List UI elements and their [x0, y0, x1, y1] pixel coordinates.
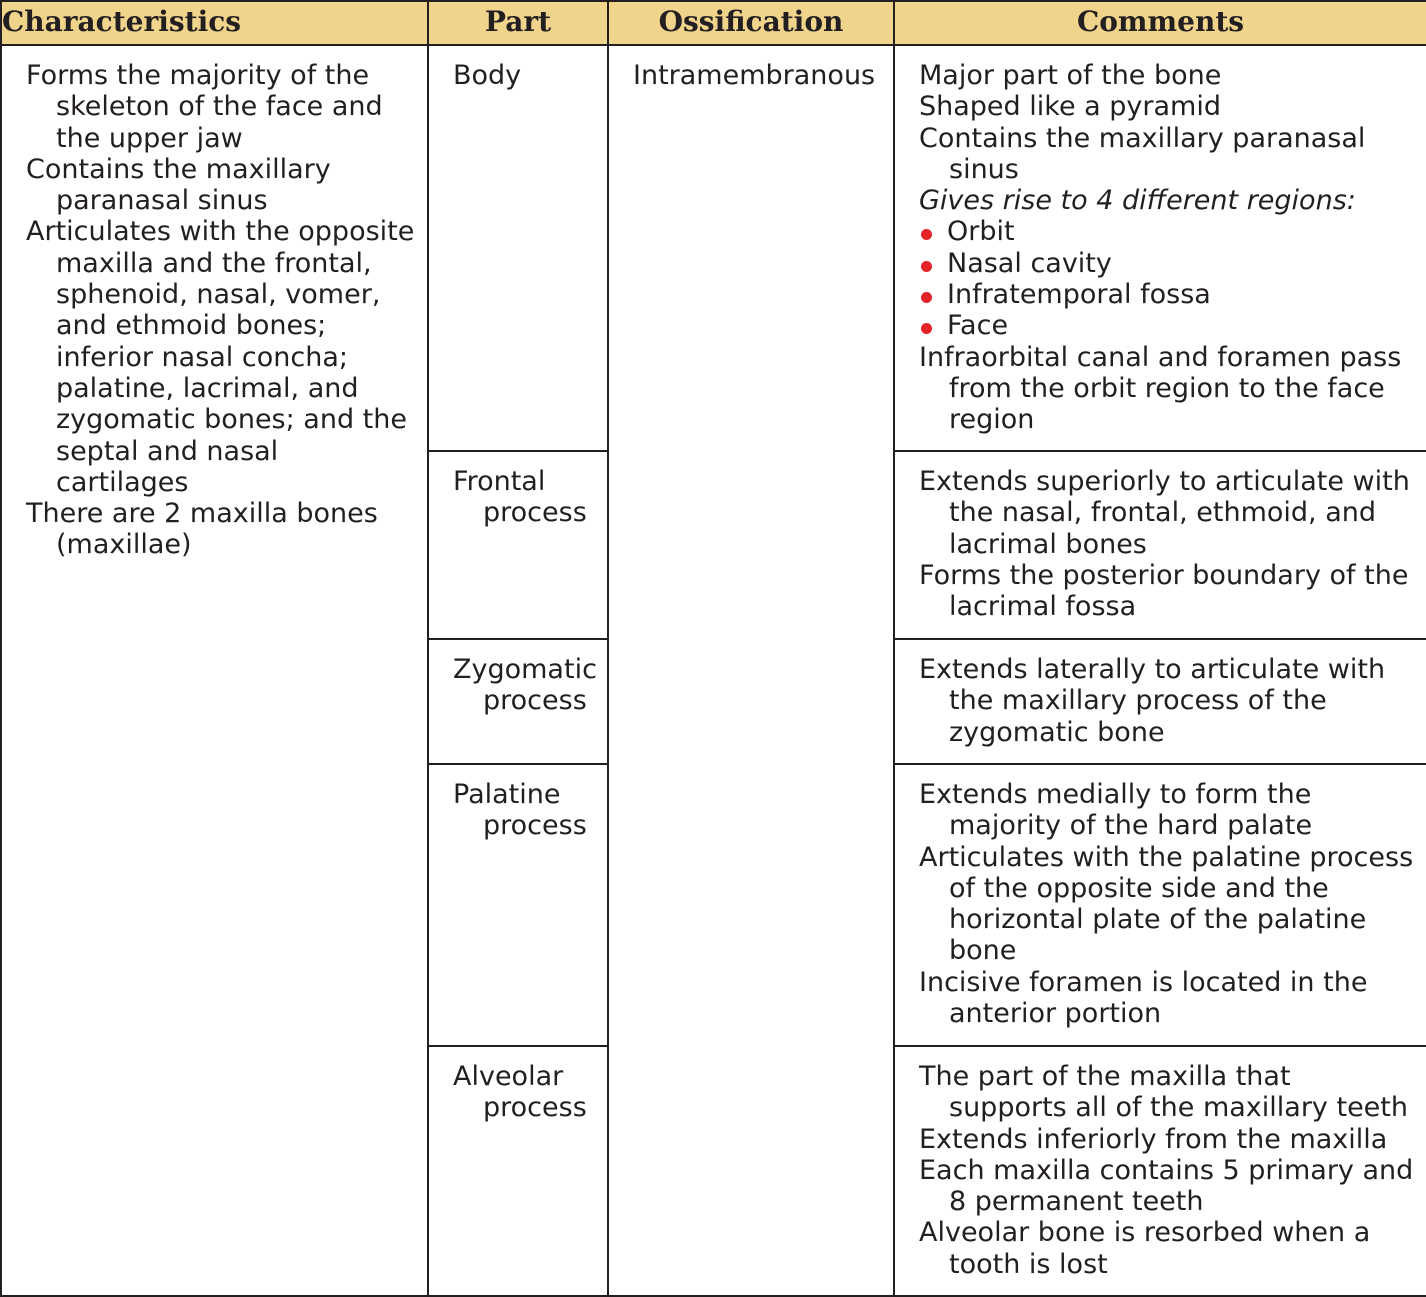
bullet-icon	[921, 323, 932, 334]
header-row	[1, 1, 1426, 45]
region-label: Infratemporal fossa	[947, 279, 1211, 311]
ossification-value: Intramembranous	[633, 60, 876, 91]
comment-item: Alveolar bone is resorbed when a tooth is lost	[919, 1217, 1371, 1280]
header-comments: Comments	[894, 1, 1426, 45]
comments-cell	[894, 639, 1426, 764]
table-row	[1, 45, 1426, 451]
comment-item: Shaped like a pyramid	[919, 91, 1221, 123]
region-item	[919, 310, 1416, 341]
region-label: Face	[947, 310, 1009, 342]
part-label: Body	[453, 60, 522, 91]
ossification-cell	[608, 45, 894, 1296]
comments-cell	[894, 451, 1426, 639]
region-item	[919, 216, 1416, 247]
part-cell	[428, 639, 608, 764]
region-label: Nasal cavity	[947, 247, 1112, 279]
part-label: Alveolar process	[453, 1061, 587, 1124]
comment-item: Forms the posterior boundary of the lacrimal fossa	[919, 559, 1409, 623]
header-ossification: Ossification	[608, 1, 894, 45]
part-label: Zygomatic process	[453, 654, 597, 717]
comment-item: Extends superiorly to articulate with the nasal, frontal, ethmoid, and lacrimal bones	[919, 466, 1410, 560]
comment-item: Articulates with the palatine process of the opposite side and the horizontal plate of the palatine bone	[919, 841, 1414, 967]
part-label: Frontal process	[453, 466, 587, 529]
region-label: Orbit	[947, 216, 1015, 248]
comment-item: Contains the maxillary paranasal sinus	[919, 122, 1366, 185]
region-item	[919, 279, 1416, 310]
comment-item: Extends laterally to articulate with the maxillary process of the zygomatic bone	[919, 654, 1386, 748]
characteristic-item: Contains the maxillary paranasal sinus	[26, 153, 331, 217]
characteristic-item: Forms the majority of the skeleton of the face and the upper jaw	[26, 60, 383, 154]
header-characteristics: Characteristics	[1, 1, 428, 45]
part-cell	[428, 1046, 608, 1296]
comment-item: Major part of the bone	[919, 60, 1222, 91]
comment-item: The part of the maxilla that supports all of the maxillary teeth	[919, 1061, 1408, 1124]
bullet-icon	[921, 261, 932, 272]
characteristic-item: There are 2 maxilla bones (maxillae)	[26, 498, 378, 561]
part-cell	[428, 451, 608, 639]
bullet-icon	[921, 229, 932, 240]
comment-item: Extends medially to form the majority of the hard palate	[919, 779, 1313, 842]
comment-item: Extends inferiorly from the maxilla	[919, 1123, 1388, 1155]
characteristics-cell	[1, 45, 428, 1296]
part-label: Palatine process	[453, 779, 587, 842]
comment-item: Incisive foramen is located in the anterior portion	[919, 966, 1368, 1030]
comment-item: Each maxilla contains 5 primary and 8 permanent teeth	[919, 1154, 1414, 1218]
bullet-icon	[921, 292, 932, 303]
region-item	[919, 248, 1416, 279]
comments-cell	[894, 1046, 1426, 1296]
part-cell	[428, 45, 608, 451]
comments-cell	[894, 45, 1426, 451]
characteristic-item: Articulates with the opposite maxilla and the frontal, sphenoid, nasal, vomer, and ethmoid bones; inferior nasal concha; palatine, lacrimal, and zygomatic bones; and the septal and nasal cartilages	[26, 216, 415, 498]
header-part: Part	[428, 1, 608, 45]
part-cell	[428, 764, 608, 1046]
comments-cell	[894, 764, 1426, 1046]
comment-item: Infraorbital canal and foramen pass from the orbit region to the face region	[919, 341, 1402, 436]
regions-intro: Gives rise to 4 different regions:	[919, 185, 1356, 217]
